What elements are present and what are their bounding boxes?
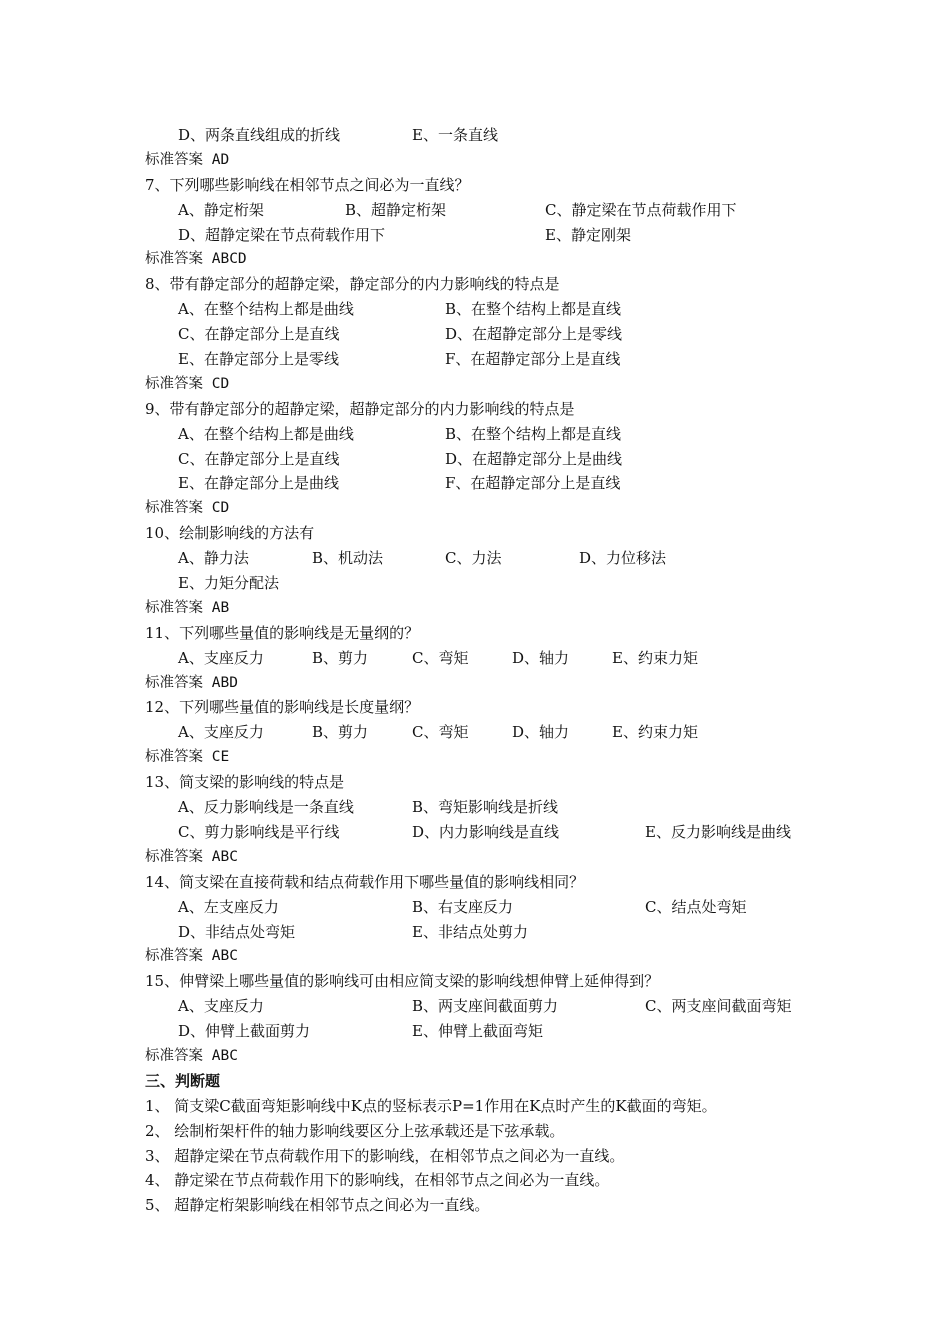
option: D、力位移法 xyxy=(579,549,667,568)
judgment-item: 1、 简支梁C截面弯矩影响线中K点的竖标表示P=1作用在K点时产生的K截面的弯矩。 xyxy=(145,1096,717,1115)
option: D、超静定梁在节点荷载作用下 xyxy=(178,225,386,244)
question-line: 14、简支梁在直接荷载和结点荷载作用下哪些量值的影响线相同？ xyxy=(145,872,585,891)
question-line: 10、绘制影响线的方法有 xyxy=(145,524,315,543)
option: D、轴力 xyxy=(512,648,570,667)
question-line: 13、简支梁的影响线的特点是 xyxy=(145,773,345,792)
option: D、非结点处弯矩 xyxy=(178,922,296,941)
option: D、伸臂上截面剪力 xyxy=(178,1022,311,1041)
option: A、反力影响线是一条直线 xyxy=(178,798,354,817)
option: C、两支座间截面弯矩 xyxy=(645,997,792,1016)
judgment-item: 5、 超静定桁架影响线在相邻节点之间必为一直线。 xyxy=(145,1196,490,1215)
answer-line: 标准答案 CE xyxy=(145,749,230,766)
question-line: 12、下列哪些量值的影响线是长度量纲？ xyxy=(145,698,420,717)
option-row xyxy=(145,895,825,920)
option: C、在静定部分上是直线 xyxy=(178,325,340,344)
option-row xyxy=(145,322,825,347)
option-row xyxy=(145,571,825,596)
option: E、伸臂上截面弯矩 xyxy=(412,1022,543,1041)
option: E、在静定部分上是零线 xyxy=(178,350,339,369)
option: A、在整个结构上都是曲线 xyxy=(178,300,354,319)
option: B、在整个结构上都是直线 xyxy=(445,424,622,443)
option: C、静定梁在节点荷载作用下 xyxy=(545,200,737,219)
option: A、左支座反力 xyxy=(178,897,279,916)
option: D、轴力 xyxy=(512,723,570,742)
option-row xyxy=(145,471,825,496)
option: B、弯矩影响线是折线 xyxy=(412,798,559,817)
option-row xyxy=(145,795,825,820)
option: A、支座反力 xyxy=(178,997,264,1016)
option-row xyxy=(145,198,825,223)
option: A、支座反力 xyxy=(178,648,264,667)
option: F、在超静定部分上是直线 xyxy=(445,350,621,369)
option: D、在超静定部分上是零线 xyxy=(445,325,623,344)
option: A、静定桁架 xyxy=(178,200,264,219)
answer-line: 标准答案 ABC xyxy=(145,948,238,965)
option: A、静力法 xyxy=(178,549,249,568)
option: E、约束力矩 xyxy=(612,723,698,742)
section-heading: 三、判断题 xyxy=(145,1071,221,1090)
option: C、弯矩 xyxy=(412,648,469,667)
option-row xyxy=(145,347,825,372)
option: B、两支座间截面剪力 xyxy=(412,997,559,1016)
question-line: 11、下列哪些量值的影响线是无量纲的？ xyxy=(145,623,420,642)
question-line: 9、带有静定部分的超静定梁，超静定部分的内力影响线的特点是 xyxy=(145,399,575,418)
option: F、在超静定部分上是直线 xyxy=(445,474,621,493)
option: C、力法 xyxy=(445,549,502,568)
option: E、静定刚架 xyxy=(545,225,631,244)
answer-line: 标准答案 ABC xyxy=(145,848,238,865)
option: E、约束力矩 xyxy=(612,648,698,667)
document-page xyxy=(145,123,825,1218)
option-row xyxy=(145,820,825,845)
option-row xyxy=(145,297,825,322)
option: B、剪力 xyxy=(312,723,369,742)
option: A、在整个结构上都是曲线 xyxy=(178,424,354,443)
answer-line: 标准答案 ABCD xyxy=(145,251,247,268)
option-row xyxy=(145,422,825,447)
option: B、在整个结构上都是直线 xyxy=(445,300,622,319)
judgment-item: 2、 绘制桁架杆件的轴力影响线要区分上弦承载还是下弦承载。 xyxy=(145,1121,565,1140)
answer-line: 标准答案 AB xyxy=(145,599,230,616)
option: E、在静定部分上是曲线 xyxy=(178,474,339,493)
question-line: 8、带有静定部分的超静定梁，静定部分的内力影响线的特点是 xyxy=(145,275,560,294)
option: A、支座反力 xyxy=(178,723,264,742)
option-row xyxy=(145,646,825,671)
answer-line: 标准答案 ABC xyxy=(145,1047,238,1064)
option-row xyxy=(145,1019,825,1044)
option: C、剪力影响线是平行线 xyxy=(178,822,340,841)
option: B、剪力 xyxy=(312,648,369,667)
option: C、结点处弯矩 xyxy=(645,897,747,916)
option: B、超静定桁架 xyxy=(345,200,447,219)
judgment-item: 4、 静定梁在节点荷载作用下的影响线，在相邻节点之间必为一直线。 xyxy=(145,1171,610,1190)
option-row xyxy=(145,447,825,472)
option-row xyxy=(145,123,825,148)
option-row xyxy=(145,994,825,1019)
judgment-item: 3、 超静定梁在节点荷载作用下的影响线，在相邻节点之间必为一直线。 xyxy=(145,1146,625,1165)
answer-line: 标准答案 CD xyxy=(145,500,230,517)
option: E、反力影响线是曲线 xyxy=(645,822,791,841)
option-row xyxy=(145,223,825,248)
option: E、一条直线 xyxy=(412,126,498,144)
option: B、右支座反力 xyxy=(412,897,514,916)
answer-line: 标准答案 AD xyxy=(145,151,230,168)
option: E、非结点处剪力 xyxy=(412,922,528,941)
question-line: 7、下列哪些影响线在相邻节点之间必为一直线？ xyxy=(145,175,470,194)
option: C、在静定部分上是直线 xyxy=(178,449,340,468)
option: C、弯矩 xyxy=(412,723,469,742)
question-line: 15、伸臂梁上哪些量值的影响线可由相应简支梁的影响线想伸臂上延伸得到？ xyxy=(145,972,660,991)
option: D、两条直线组成的折线 xyxy=(178,126,341,144)
answer-line: 标准答案 CD xyxy=(145,375,230,392)
option: D、在超静定部分上是曲线 xyxy=(445,449,623,468)
option-row xyxy=(145,546,825,571)
option: D、内力影响线是直线 xyxy=(412,822,560,841)
option: E、力矩分配法 xyxy=(178,574,279,593)
option: B、机动法 xyxy=(312,549,384,568)
option-row xyxy=(145,920,825,945)
answer-line: 标准答案 ABD xyxy=(145,674,238,691)
option-row xyxy=(145,720,825,745)
